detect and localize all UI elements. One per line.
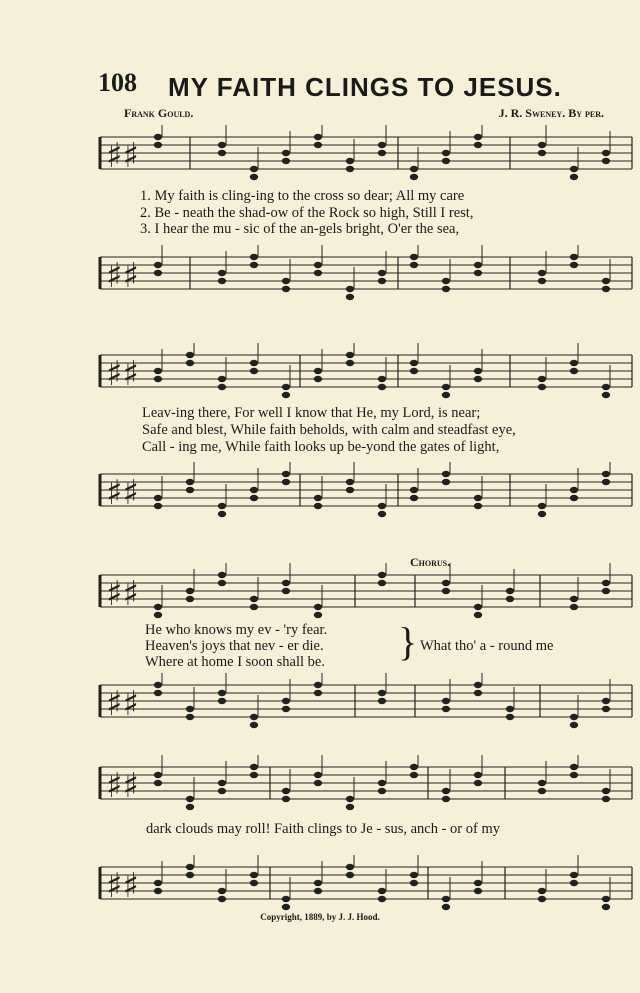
bass-staff-system-1 xyxy=(0,245,640,305)
lyric-line: He who knows my ev - 'ry fear. xyxy=(145,622,328,638)
lyric-line: Safe and blest, While faith beholds, with calm and steadfast eye, xyxy=(142,422,516,438)
svg-text:♯♯: ♯♯ xyxy=(106,574,139,614)
lyric-line: 3. I hear the mu - sic of the an-gels bright, O'er the sea, xyxy=(140,221,460,237)
bass-staff-system-3 xyxy=(0,673,640,733)
lyric-line: Call - ing me, While faith looks up be-yond the gates of light, xyxy=(142,439,500,455)
treble-staff-system-2 xyxy=(0,343,640,403)
svg-text:♯♯: ♯♯ xyxy=(106,136,139,176)
lyric-line: 2. Be - neath the shad-ow of the Rock so high, Still I rest, xyxy=(140,205,474,221)
composer-credit: J. R. Sweney. By per. xyxy=(498,106,604,120)
lyric-line: 1. My faith is cling-ing to the cross so dear; All my care xyxy=(140,188,465,204)
verse-brace: } xyxy=(398,619,418,664)
bass-staff-system-4 xyxy=(0,855,640,915)
lyric-line: dark clouds may roll! Faith clings to Je - sus, anch - or of my xyxy=(146,821,500,837)
copyright-notice: Copyright, 1889, by J. J. Hood. xyxy=(260,912,380,922)
lyric-line: Where at home I soon shall be. xyxy=(145,654,325,670)
bass-staff-system-2 xyxy=(0,462,640,522)
chorus-label: Chorus. xyxy=(410,555,451,569)
svg-text:♯♯: ♯♯ xyxy=(106,866,139,906)
treble-staff-system-1 xyxy=(0,125,640,185)
svg-text:♯♯: ♯♯ xyxy=(106,766,139,806)
treble-staff-system-4 xyxy=(0,755,640,815)
chorus-lyric: What tho' a - round me xyxy=(420,638,554,654)
svg-text:♯♯: ♯♯ xyxy=(106,354,139,394)
svg-text:♯♯: ♯♯ xyxy=(106,256,139,296)
svg-text:♯♯: ♯♯ xyxy=(106,684,139,724)
page-number: 108 xyxy=(98,68,137,97)
hymn-title: MY FAITH CLINGS TO JESUS. xyxy=(168,72,562,102)
lyric-line: Heaven's joys that nev - er die. xyxy=(145,638,324,654)
treble-staff-system-3 xyxy=(0,563,640,623)
author-credit: Frank Gould. xyxy=(124,106,194,120)
lyric-line: Leav-ing there, For well I know that He, my Lord, is near; xyxy=(142,405,481,421)
svg-text:♯♯: ♯♯ xyxy=(106,473,139,513)
